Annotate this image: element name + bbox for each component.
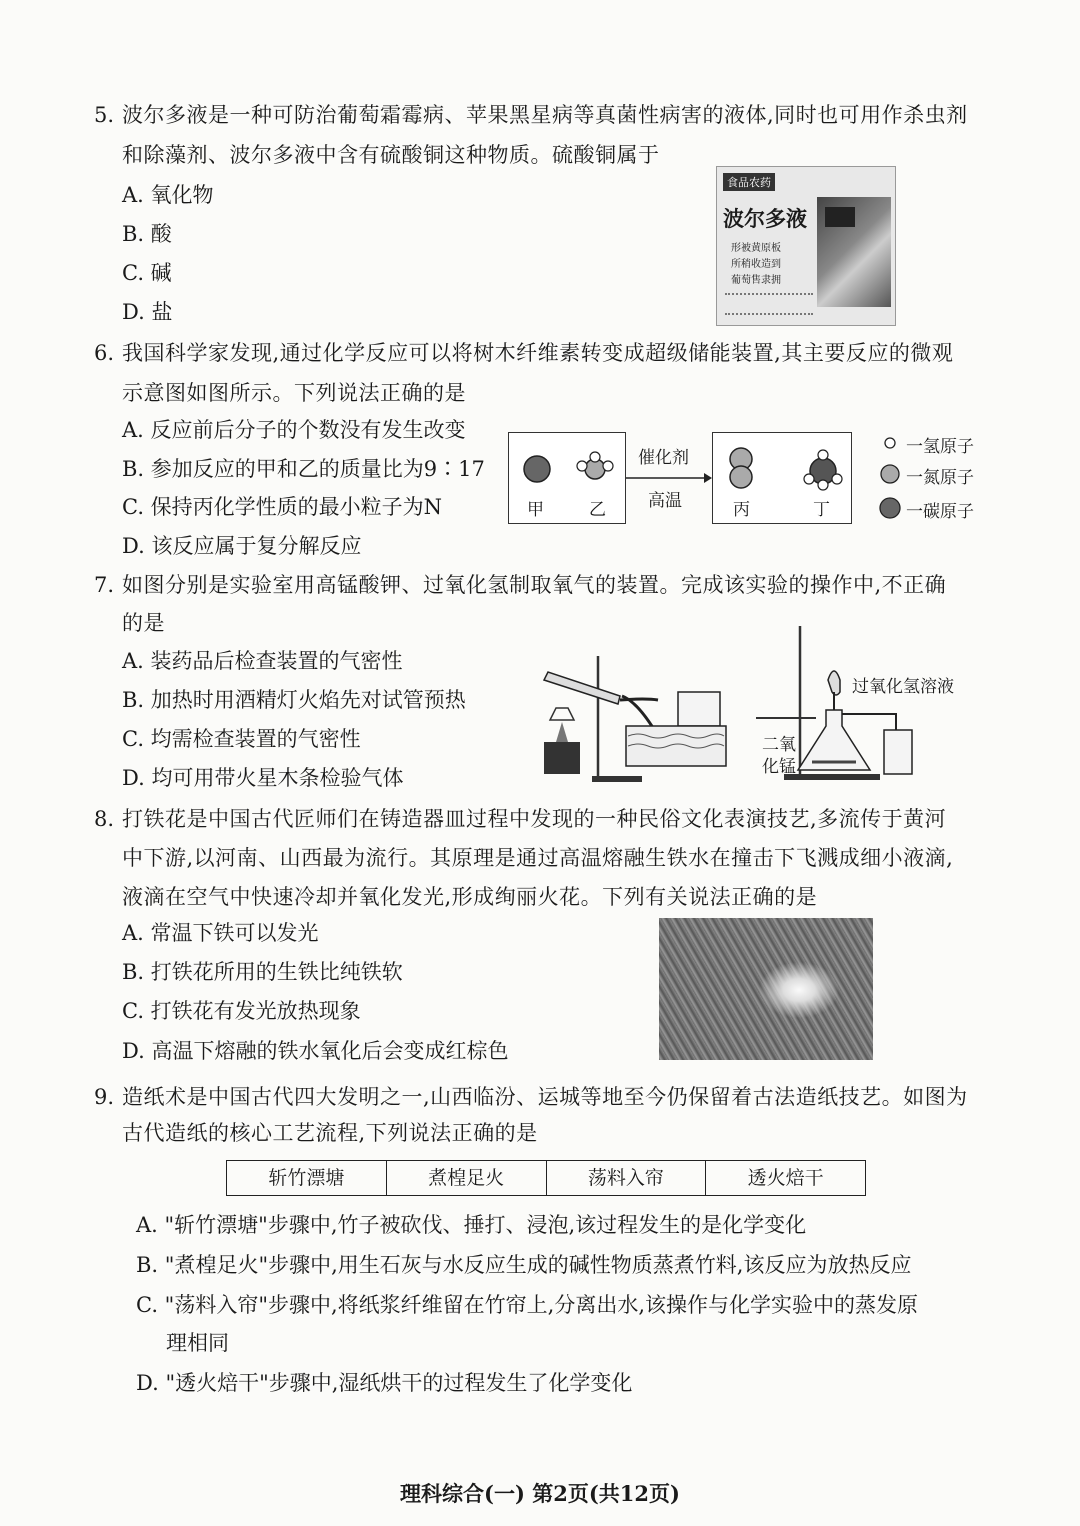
q8-option-a: A. 常温下铁可以发光 [122,921,319,945]
q9-option-d: D. "透火焙干"步骤中,湿纸烘干的过程发生了化学变化 [136,1371,633,1395]
products-box [712,432,852,524]
papermaking-steps-table [226,1160,866,1196]
reactant-hydrogen-atom [590,452,600,462]
label-ding: 丁 [813,500,830,520]
q8-stem-line2: 中下游,以河南、山西最为流行。其原理是通过高温熔融生铁水在撞击下飞溅成细小液滴, [122,846,954,870]
q9-option-a: A. "斩竹漂塘"步骤中,竹子被砍伐、捶打、浸泡,该过程发生的是化学变化 [136,1213,807,1237]
q6-stem-line1: 我国科学家发现,通过化学反应可以将树木纤维素转变成超级储能装置,其主要反应的微观 [122,341,954,365]
q8-option-b: B. 打铁花所用的生铁比纯铁软 [122,960,403,984]
product-hydrogen-atom [832,474,842,484]
q8-number: 8. [94,807,115,831]
reactant-hydrogen-atom [603,461,613,471]
label-bing: 丙 [733,500,750,520]
product-hydrogen-atom [818,450,828,460]
stand-base [592,776,642,782]
q6-stem-line2: 示意图如图所示。下列说法正确的是 [122,381,466,405]
q7-option-c: C. 均需检查装置的气密性 [122,727,361,751]
water-trough [626,726,726,766]
legend-swatches [876,432,904,522]
water-trough-collection [618,690,728,770]
q9-stem-line1: 造纸术是中国古代四大发明之一,山西临汾、运城等地至今仍保留着古法造纸技艺。如图为 [122,1085,968,1109]
product-dots [725,293,813,315]
q9-stem-line2: 古代造纸的核心工艺流程,下列说法正确的是 [122,1121,538,1145]
q5-option-c: C. 碱 [122,261,172,285]
step-cell-4: 透火焙干 [747,1167,824,1189]
collection-bottle [884,730,912,774]
iron-flower-photo [659,918,873,1060]
product-hydrogen-atom [818,480,828,490]
legend-hydrogen: 一氢原子 [906,437,974,457]
bordeaux-product-image [716,166,896,326]
gas-jar [678,692,720,726]
test-tube [544,672,620,704]
product-hydrogen-atom [804,474,814,484]
q8-stem-line1: 打铁花是中国古代匠师们在铸造器皿过程中发现的一种民俗文化表演技艺,多流传于黄河 [122,807,947,831]
q8-option-c: C. 打铁花有发光放热现象 [122,999,361,1023]
q8-stem-line3: 液滴在空气中快速冷却并氧化发光,形成绚丽火花。下列有关说法正确的是 [122,885,818,909]
label-mn-1: 二氧 [762,735,796,755]
legend-hydrogen-swatch [885,438,895,448]
label-yi: 乙 [589,500,606,520]
stand-base [784,774,880,780]
label-peroxide: 过氧化氢溶液 [852,677,954,697]
q5-stem-line2: 和除藻剂、波尔多液中含有硫酸铜这种物质。硫酸铜属于 [122,143,660,167]
q6-option-a: A. 反应前后分子的个数没有发生改变 [122,418,466,442]
q7-option-d: D. 均可用带火星木条检验气体 [122,766,404,790]
product-title: 波尔多液 [723,207,807,231]
label-mn-2: 化锰 [762,757,796,777]
q9-option-c-line2: 理相同 [166,1331,229,1355]
product-photo-inset [825,207,855,227]
step-cell-1: 斩竹漂塘 [227,1161,387,1195]
q5-number: 5. [94,103,115,127]
legend-nitrogen-swatch [881,465,899,483]
product-badge: 食品农药 [723,173,775,191]
step-cell-2: 煮楻足火 [387,1161,547,1195]
q7-option-a: A. 装药品后检查装置的气密性 [122,649,403,673]
q5-option-a: A. 氧化物 [122,183,214,207]
reactants-box [508,432,626,524]
q6-number: 6. [94,341,115,365]
q6-option-c: C. 保持丙化学性质的最小粒子为N [122,495,443,519]
flame-outline [550,708,574,720]
separatory-funnel [828,671,840,695]
arrow-label-high-temp: 高温 [648,491,682,511]
q6-option-d: D. 该反应属于复分解反应 [122,534,362,558]
q8-option-d: D. 高温下熔融的铁水氧化后会变成红棕色 [122,1039,509,1063]
product-subtext-1: 形被黄原板 [731,243,781,254]
legend-carbon: 一碳原子 [906,502,974,522]
q5-stem-line1: 波尔多液是一种可防治葡萄霜霉病、苹果黑星病等真菌性病害的液体,同时也可用作杀虫剂 [122,103,968,127]
alcohol-lamp [544,742,580,774]
q5-option-d: D. 盐 [122,300,173,324]
q9-option-b: B. "煮楻足火"步骤中,用生石灰与水反应生成的碱性物质蒸煮竹料,该反应为放热反应 [136,1253,912,1277]
q7-option-b: B. 加热时用酒精灯火焰先对试管预热 [122,688,466,712]
arrow-label-catalyst: 催化剂 [638,448,689,468]
reactant-hydrogen-atom [577,461,587,471]
legend-carbon-swatch [880,498,900,518]
product-nitrogen-atom [730,466,752,488]
lamp-flame [556,722,568,742]
product-subtext-2: 所稍收造到 [731,259,781,270]
step-cell-3: 荡料入帘 [547,1161,707,1195]
q7-number: 7. [94,573,115,597]
reactant-carbon-atom [524,456,550,482]
legend-nitrogen: 一氮原子 [906,468,974,488]
label-jia: 甲 [527,500,544,520]
q9-number: 9. [94,1085,115,1109]
q7-stem-line1: 如图分别是实验室用高锰酸钾、过氧化氢制取氧气的装置。完成该实验的操作中,不正确 [122,573,947,597]
page-footer: 理科综合(一) 第2页(共12页) [400,1481,680,1506]
product-subtext-3: 葡萄售隶拥 [731,275,781,286]
q7-stem-line2: 的是 [122,611,165,635]
q5-option-b: B. 酸 [122,222,172,246]
reaction-arrow [624,470,714,486]
q6-option-b: B. 参加反应的甲和乙的质量比为9∶17 [122,457,485,481]
q9-option-c-line1: C. "荡料入帘"步骤中,将纸浆纤维留在竹帘上,分离出水,该操作与化学实验中的蒸发原 [136,1293,919,1317]
